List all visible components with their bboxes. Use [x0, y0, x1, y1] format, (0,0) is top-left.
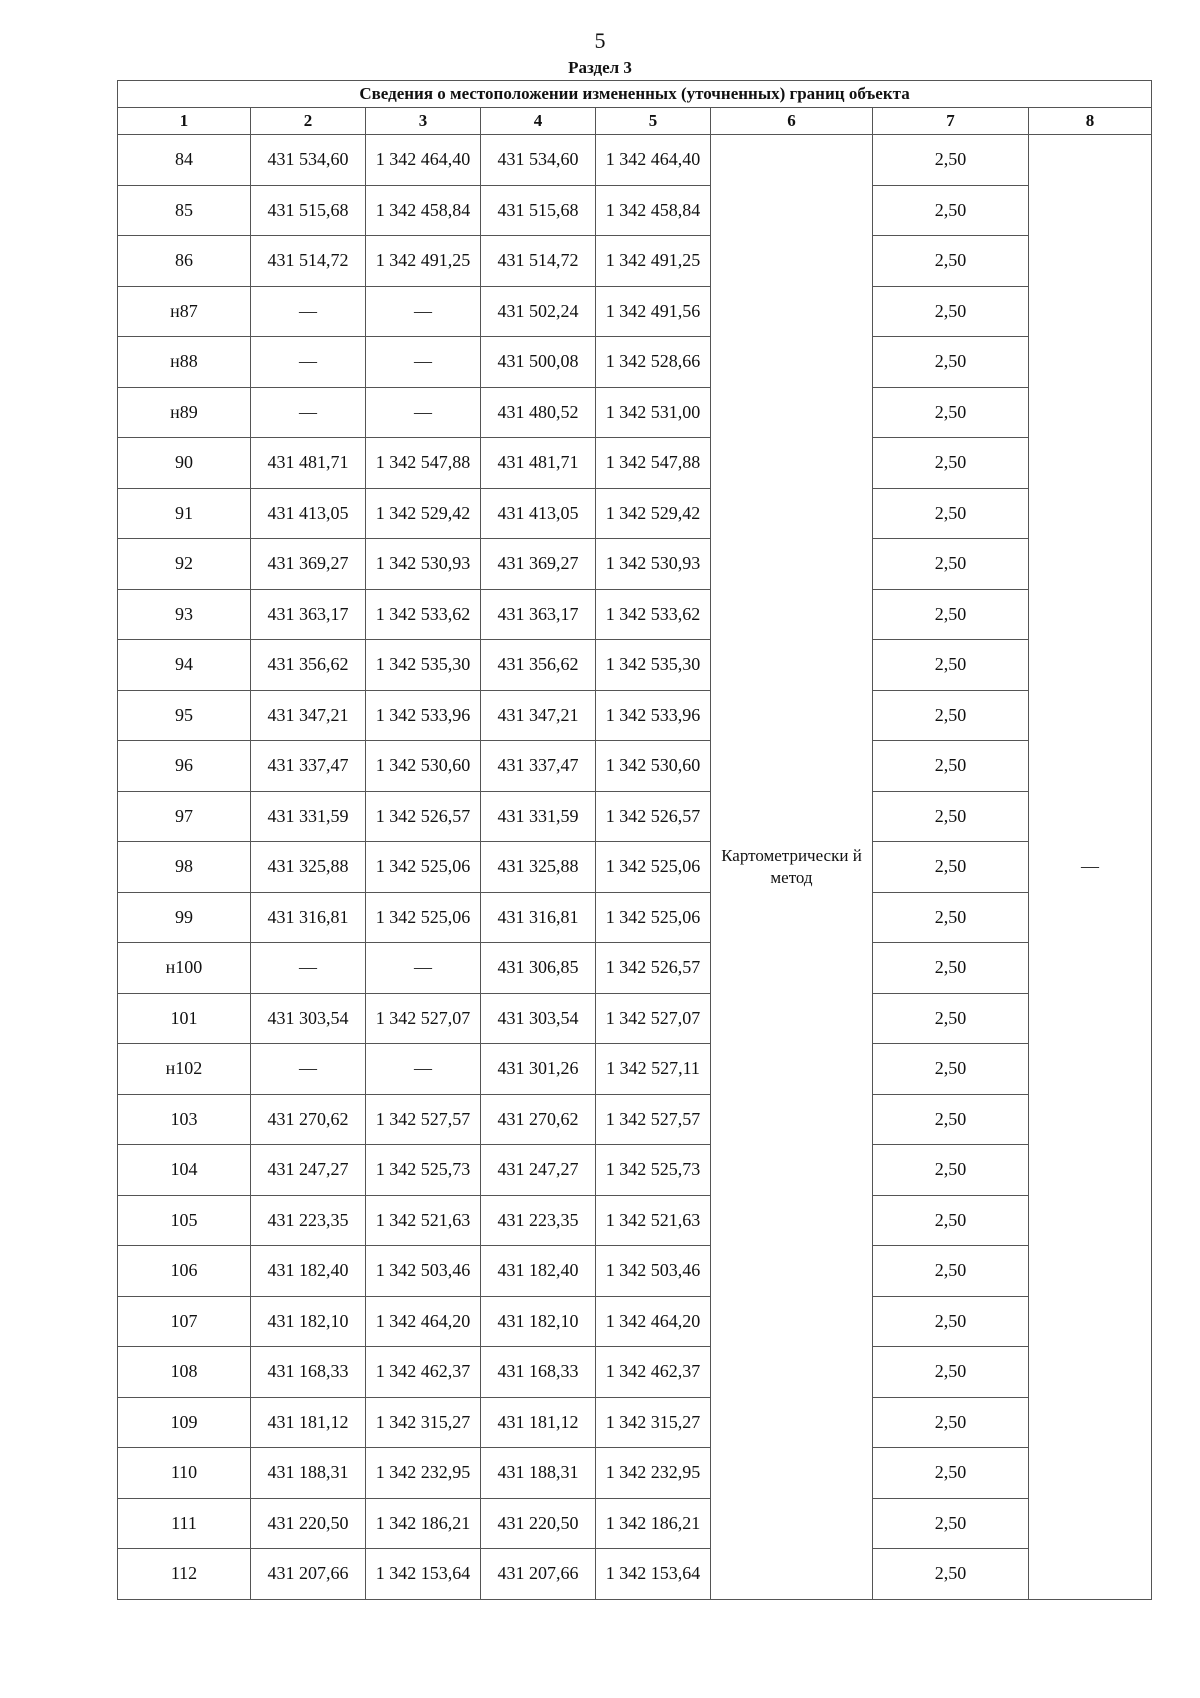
y-existing-cell: 1 342 503,46: [366, 1246, 481, 1297]
x-existing-cell: 431 356,62: [251, 640, 366, 691]
y-existing-cell: 1 342 458,84: [366, 185, 481, 236]
column-number: 1: [118, 108, 251, 135]
point-number-cell: 109: [118, 1397, 251, 1448]
table-row: [118, 1549, 1152, 1600]
x-refined-cell: 431 347,21: [481, 690, 596, 741]
y-existing-cell: —: [366, 1044, 481, 1095]
x-existing-cell: 431 369,27: [251, 539, 366, 590]
point-number-cell: 105: [118, 1195, 251, 1246]
table-row: [118, 387, 1152, 438]
x-refined-cell: 431 363,17: [481, 589, 596, 640]
x-refined-cell: 431 534,60: [481, 135, 596, 186]
y-refined-cell: 1 342 528,66: [596, 337, 711, 388]
x-refined-cell: 431 223,35: [481, 1195, 596, 1246]
point-number-cell: н87: [118, 286, 251, 337]
point-number-cell: 106: [118, 1246, 251, 1297]
x-refined-cell: 431 181,12: [481, 1397, 596, 1448]
point-number-cell: н88: [118, 337, 251, 388]
table-row: [118, 1347, 1152, 1398]
x-existing-cell: 431 207,66: [251, 1549, 366, 1600]
x-refined-cell: 431 182,40: [481, 1246, 596, 1297]
y-refined-cell: 1 342 526,57: [596, 791, 711, 842]
y-existing-cell: 1 342 232,95: [366, 1448, 481, 1499]
table-row: [118, 690, 1152, 741]
point-number-cell: 98: [118, 842, 251, 893]
table-row: [118, 1296, 1152, 1347]
x-refined-cell: 431 413,05: [481, 488, 596, 539]
x-refined-cell: 431 515,68: [481, 185, 596, 236]
table-caption: Сведения о местоположении измененных (уточненных) границ объекта: [118, 81, 1152, 108]
accuracy-cell: 2,50: [873, 286, 1029, 337]
accuracy-cell: 2,50: [873, 1094, 1029, 1145]
x-refined-cell: 431 303,54: [481, 993, 596, 1044]
y-existing-cell: 1 342 464,40: [366, 135, 481, 186]
table-row: [118, 741, 1152, 792]
accuracy-cell: 2,50: [873, 185, 1029, 236]
x-existing-cell: 431 481,71: [251, 438, 366, 489]
x-refined-cell: 431 369,27: [481, 539, 596, 590]
point-number-cell: 94: [118, 640, 251, 691]
y-existing-cell: 1 342 315,27: [366, 1397, 481, 1448]
page-number: 5: [594, 28, 606, 53]
x-refined-cell: 431 220,50: [481, 1498, 596, 1549]
method-cell: Картометрически й метод: [711, 135, 873, 1600]
accuracy-cell: 2,50: [873, 943, 1029, 994]
accuracy-cell: 2,50: [873, 842, 1029, 893]
table-row: [118, 943, 1152, 994]
table-row: [118, 135, 1152, 186]
y-refined-cell: 1 342 531,00: [596, 387, 711, 438]
point-number-cell: н100: [118, 943, 251, 994]
point-number-cell: 103: [118, 1094, 251, 1145]
y-existing-cell: —: [366, 387, 481, 438]
accuracy-cell: 2,50: [873, 741, 1029, 792]
x-refined-cell: 431 480,52: [481, 387, 596, 438]
accuracy-cell: 2,50: [873, 640, 1029, 691]
accuracy-cell: 2,50: [873, 1448, 1029, 1499]
y-refined-cell: 1 342 462,37: [596, 1347, 711, 1398]
table-row: [118, 842, 1152, 893]
accuracy-cell: 2,50: [873, 539, 1029, 590]
y-existing-cell: 1 342 527,07: [366, 993, 481, 1044]
table-row: [118, 1094, 1152, 1145]
y-refined-cell: 1 342 186,21: [596, 1498, 711, 1549]
y-refined-cell: 1 342 315,27: [596, 1397, 711, 1448]
y-refined-cell: 1 342 521,63: [596, 1195, 711, 1246]
point-number-cell: н102: [118, 1044, 251, 1095]
point-number-cell: 93: [118, 589, 251, 640]
y-existing-cell: 1 342 527,57: [366, 1094, 481, 1145]
x-refined-cell: 431 188,31: [481, 1448, 596, 1499]
point-number-cell: 107: [118, 1296, 251, 1347]
table-body: [118, 135, 1152, 1600]
y-existing-cell: —: [366, 286, 481, 337]
x-existing-cell: 431 347,21: [251, 690, 366, 741]
accuracy-cell: 2,50: [873, 135, 1029, 186]
y-refined-cell: 1 342 547,88: [596, 438, 711, 489]
table-row: [118, 236, 1152, 287]
x-existing-cell: 431 181,12: [251, 1397, 366, 1448]
point-number-cell: 101: [118, 993, 251, 1044]
accuracy-cell: 2,50: [873, 589, 1029, 640]
point-number-cell: н89: [118, 387, 251, 438]
accuracy-cell: 2,50: [873, 387, 1029, 438]
x-existing-cell: 431 331,59: [251, 791, 366, 842]
x-refined-cell: 431 306,85: [481, 943, 596, 994]
y-refined-cell: 1 342 535,30: [596, 640, 711, 691]
x-existing-cell: 431 534,60: [251, 135, 366, 186]
y-existing-cell: 1 342 526,57: [366, 791, 481, 842]
accuracy-cell: 2,50: [873, 337, 1029, 388]
x-refined-cell: 431 500,08: [481, 337, 596, 388]
point-number-cell: 85: [118, 185, 251, 236]
y-existing-cell: 1 342 153,64: [366, 1549, 481, 1600]
x-existing-cell: —: [251, 387, 366, 438]
y-refined-cell: 1 342 464,40: [596, 135, 711, 186]
column-number: 4: [481, 108, 596, 135]
y-refined-cell: 1 342 529,42: [596, 488, 711, 539]
x-refined-cell: 431 168,33: [481, 1347, 596, 1398]
accuracy-cell: 2,50: [873, 690, 1029, 741]
y-refined-cell: 1 342 530,93: [596, 539, 711, 590]
y-existing-cell: 1 342 529,42: [366, 488, 481, 539]
accuracy-cell: 2,50: [873, 438, 1029, 489]
table-row: [118, 185, 1152, 236]
section-title: Раздел 3: [568, 58, 632, 77]
y-existing-cell: 1 342 533,62: [366, 589, 481, 640]
accuracy-cell: 2,50: [873, 1347, 1029, 1398]
table-row: [118, 1448, 1152, 1499]
y-refined-cell: 1 342 533,62: [596, 589, 711, 640]
accuracy-cell: 2,50: [873, 892, 1029, 943]
accuracy-cell: 2,50: [873, 488, 1029, 539]
column-8-cell: —: [1029, 135, 1152, 1600]
accuracy-cell: 2,50: [873, 236, 1029, 287]
y-existing-cell: 1 342 533,96: [366, 690, 481, 741]
table-row: [118, 286, 1152, 337]
table-row: [118, 1044, 1152, 1095]
x-existing-cell: 431 515,68: [251, 185, 366, 236]
accuracy-cell: 2,50: [873, 1044, 1029, 1095]
column-number: 5: [596, 108, 711, 135]
y-existing-cell: 1 342 525,06: [366, 892, 481, 943]
point-number-cell: 90: [118, 438, 251, 489]
column-number: 7: [873, 108, 1029, 135]
point-number-cell: 84: [118, 135, 251, 186]
point-number-cell: 104: [118, 1145, 251, 1196]
x-existing-cell: 431 363,17: [251, 589, 366, 640]
table-row: [118, 589, 1152, 640]
y-existing-cell: 1 342 530,93: [366, 539, 481, 590]
x-refined-cell: 431 502,24: [481, 286, 596, 337]
x-refined-cell: 431 301,26: [481, 1044, 596, 1095]
y-refined-cell: 1 342 491,25: [596, 236, 711, 287]
table-row: [118, 892, 1152, 943]
y-refined-cell: 1 342 533,96: [596, 690, 711, 741]
x-refined-cell: 431 481,71: [481, 438, 596, 489]
x-existing-cell: 431 220,50: [251, 1498, 366, 1549]
point-number-cell: 91: [118, 488, 251, 539]
y-refined-cell: 1 342 530,60: [596, 741, 711, 792]
table-row: [118, 993, 1152, 1044]
table-row: [118, 1498, 1152, 1549]
point-number-cell: 99: [118, 892, 251, 943]
x-refined-cell: 431 356,62: [481, 640, 596, 691]
y-existing-cell: 1 342 530,60: [366, 741, 481, 792]
column-number: 6: [711, 108, 873, 135]
y-existing-cell: 1 342 547,88: [366, 438, 481, 489]
y-refined-cell: 1 342 525,06: [596, 842, 711, 893]
accuracy-cell: 2,50: [873, 1397, 1029, 1448]
y-refined-cell: 1 342 525,73: [596, 1145, 711, 1196]
x-existing-cell: 431 247,27: [251, 1145, 366, 1196]
y-refined-cell: 1 342 527,07: [596, 993, 711, 1044]
x-refined-cell: 431 247,27: [481, 1145, 596, 1196]
column-number: 2: [251, 108, 366, 135]
column-number-row: [118, 108, 1152, 135]
accuracy-cell: 2,50: [873, 993, 1029, 1044]
x-refined-cell: 431 331,59: [481, 791, 596, 842]
x-existing-cell: 431 270,62: [251, 1094, 366, 1145]
column-number: 8: [1029, 108, 1152, 135]
table-row: [118, 791, 1152, 842]
y-refined-cell: 1 342 525,06: [596, 892, 711, 943]
y-refined-cell: 1 342 464,20: [596, 1296, 711, 1347]
y-refined-cell: 1 342 527,57: [596, 1094, 711, 1145]
column-number: 3: [366, 108, 481, 135]
point-number-cell: 97: [118, 791, 251, 842]
accuracy-cell: 2,50: [873, 1145, 1029, 1196]
accuracy-cell: 2,50: [873, 1246, 1029, 1297]
y-refined-cell: 1 342 491,56: [596, 286, 711, 337]
x-existing-cell: 431 325,88: [251, 842, 366, 893]
accuracy-cell: 2,50: [873, 1498, 1029, 1549]
x-refined-cell: 431 207,66: [481, 1549, 596, 1600]
x-existing-cell: 431 182,40: [251, 1246, 366, 1297]
table-row: [118, 1145, 1152, 1196]
table-row: [118, 1246, 1152, 1297]
table-row: [118, 488, 1152, 539]
point-number-cell: 96: [118, 741, 251, 792]
x-refined-cell: 431 270,62: [481, 1094, 596, 1145]
point-number-cell: 111: [118, 1498, 251, 1549]
boundary-coordinates-table: [117, 80, 1152, 1600]
x-existing-cell: 431 514,72: [251, 236, 366, 287]
x-refined-cell: 431 182,10: [481, 1296, 596, 1347]
y-refined-cell: 1 342 153,64: [596, 1549, 711, 1600]
y-refined-cell: 1 342 503,46: [596, 1246, 711, 1297]
x-refined-cell: 431 514,72: [481, 236, 596, 287]
x-existing-cell: 431 168,33: [251, 1347, 366, 1398]
x-refined-cell: 431 325,88: [481, 842, 596, 893]
x-existing-cell: 431 413,05: [251, 488, 366, 539]
table-row: [118, 438, 1152, 489]
x-existing-cell: 431 223,35: [251, 1195, 366, 1246]
y-refined-cell: 1 342 232,95: [596, 1448, 711, 1499]
y-existing-cell: —: [366, 337, 481, 388]
x-existing-cell: 431 337,47: [251, 741, 366, 792]
y-existing-cell: 1 342 535,30: [366, 640, 481, 691]
accuracy-cell: 2,50: [873, 1296, 1029, 1347]
x-existing-cell: 431 182,10: [251, 1296, 366, 1347]
point-number-cell: 108: [118, 1347, 251, 1398]
x-refined-cell: 431 316,81: [481, 892, 596, 943]
y-existing-cell: 1 342 525,73: [366, 1145, 481, 1196]
x-existing-cell: 431 303,54: [251, 993, 366, 1044]
accuracy-cell: 2,50: [873, 1549, 1029, 1600]
y-refined-cell: 1 342 527,11: [596, 1044, 711, 1095]
point-number-cell: 95: [118, 690, 251, 741]
point-number-cell: 92: [118, 539, 251, 590]
table-row: [118, 640, 1152, 691]
x-existing-cell: 431 188,31: [251, 1448, 366, 1499]
table-row: [118, 1195, 1152, 1246]
y-existing-cell: 1 342 521,63: [366, 1195, 481, 1246]
x-refined-cell: 431 337,47: [481, 741, 596, 792]
point-number-cell: 110: [118, 1448, 251, 1499]
x-existing-cell: —: [251, 286, 366, 337]
y-refined-cell: 1 342 458,84: [596, 185, 711, 236]
accuracy-cell: 2,50: [873, 791, 1029, 842]
table-row: [118, 539, 1152, 590]
point-number-cell: 86: [118, 236, 251, 287]
y-existing-cell: 1 342 525,06: [366, 842, 481, 893]
x-existing-cell: —: [251, 943, 366, 994]
point-number-cell: 112: [118, 1549, 251, 1600]
y-existing-cell: 1 342 462,37: [366, 1347, 481, 1398]
y-existing-cell: 1 342 491,25: [366, 236, 481, 287]
table-row: [118, 337, 1152, 388]
table-row: [118, 1397, 1152, 1448]
y-refined-cell: 1 342 526,57: [596, 943, 711, 994]
x-existing-cell: 431 316,81: [251, 892, 366, 943]
x-existing-cell: —: [251, 337, 366, 388]
y-existing-cell: 1 342 186,21: [366, 1498, 481, 1549]
y-existing-cell: —: [366, 943, 481, 994]
x-existing-cell: —: [251, 1044, 366, 1095]
accuracy-cell: 2,50: [873, 1195, 1029, 1246]
y-existing-cell: 1 342 464,20: [366, 1296, 481, 1347]
